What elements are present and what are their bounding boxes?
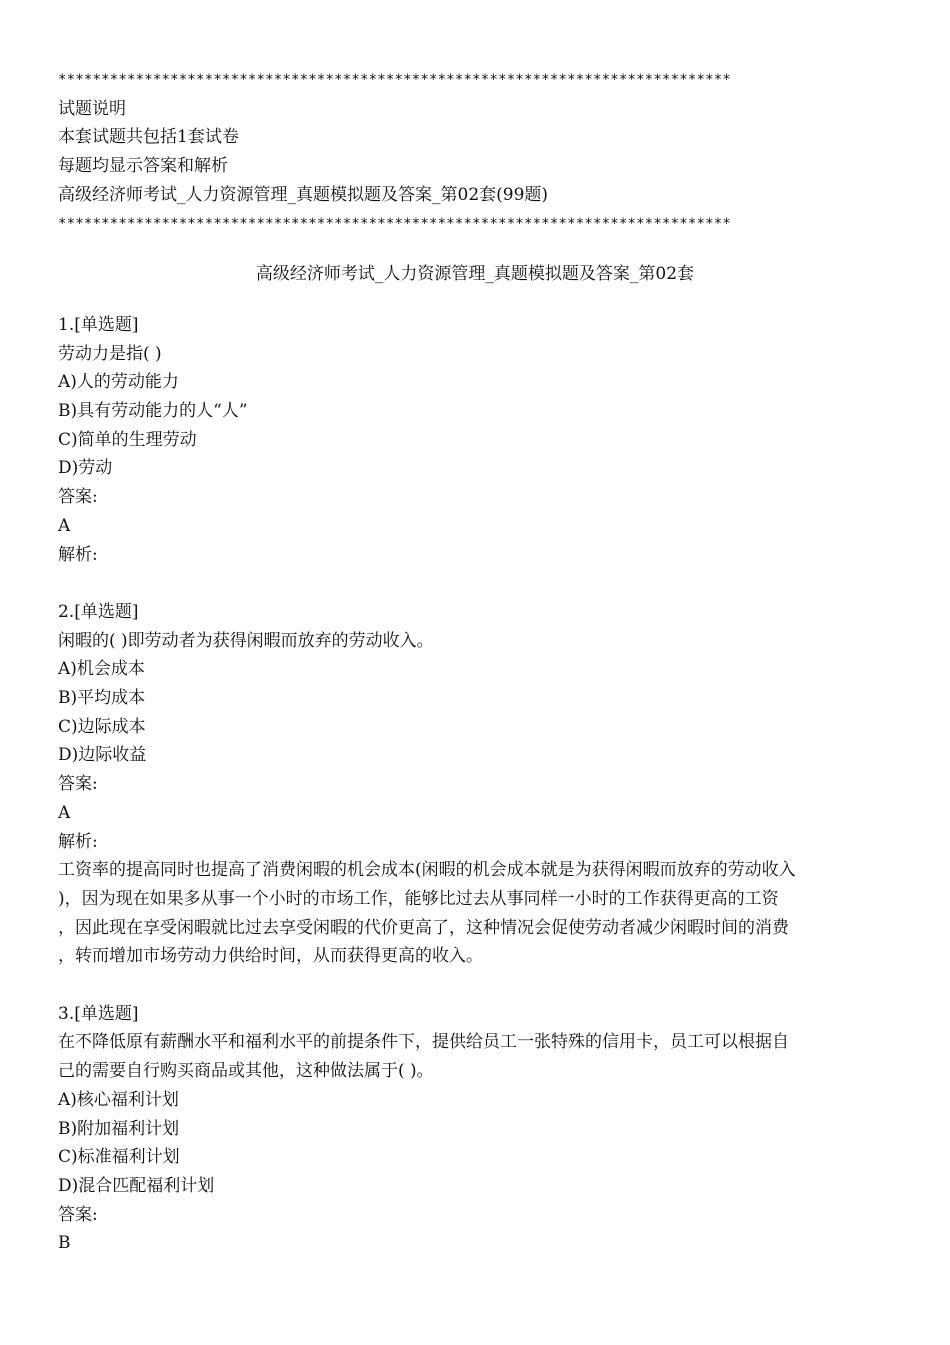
separator-top: ****************************************************************************** bbox=[58, 72, 732, 88]
question-stem: 劳动力是指( ) bbox=[58, 343, 162, 364]
question-stem-line-1: 在不降低原有薪酬水平和福利水平的前提条件下，提供给员工一张特殊的信用卡，员工可以根据自 bbox=[58, 1032, 789, 1053]
option-d: D)劳动 bbox=[58, 458, 113, 479]
separator-bottom: ****************************************************************************** bbox=[58, 215, 732, 232]
option-c: C)简单的生理劳动 bbox=[58, 429, 197, 450]
option-c: C)边际成本 bbox=[58, 716, 146, 737]
option-d: D)混合匹配福利计划 bbox=[58, 1175, 215, 1196]
option-a: A)机会成本 bbox=[58, 659, 145, 680]
question-number: 2.[单选题] bbox=[58, 601, 139, 622]
question-stem-line-2: 己的需要自行购买商品或其他，这种做法属于( )。 bbox=[58, 1061, 434, 1082]
analysis-label: 解析: bbox=[58, 831, 98, 852]
option-c: C)标准福利计划 bbox=[58, 1147, 180, 1168]
question-stem: 闲暇的( )即劳动者为获得闲暇而放弃的劳动收入。 bbox=[58, 630, 434, 651]
explanation-line-2: )，因为现在如果多从事一个小时的市场工作，能够比过去从事同样一小时的工作获得更高的工资 bbox=[58, 888, 779, 909]
option-a: A)人的劳动能力 bbox=[58, 372, 179, 393]
answer-value: B bbox=[58, 1233, 71, 1254]
intro-line-1: 本套试题共包括1套试卷 bbox=[58, 127, 239, 148]
option-b: B)附加福利计划 bbox=[58, 1118, 180, 1139]
analysis-label: 解析: bbox=[58, 544, 98, 565]
intro-title: 试题说明 bbox=[58, 98, 126, 119]
option-b: B)具有劳动能力的人“人” bbox=[58, 401, 248, 421]
question-number: 1.[单选题] bbox=[58, 314, 139, 335]
answer-label: 答案: bbox=[58, 774, 98, 795]
answer-value: A bbox=[58, 802, 71, 823]
intro-line-2: 每题均显示答案和解析 bbox=[58, 156, 228, 177]
question-2 bbox=[58, 598, 892, 971]
explanation-line-3: ，因此现在享受闲暇就比过去享受闲暇的代价更高了，这种情况会促使劳动者减少闲暇时间的消费 bbox=[58, 917, 789, 938]
question-3 bbox=[58, 1000, 892, 1258]
answer-value: A bbox=[58, 515, 71, 536]
option-a: A)核心福利计划 bbox=[58, 1089, 179, 1110]
option-b: B)平均成本 bbox=[58, 688, 146, 709]
explanation-line-4: ，转而增加市场劳动力供给时间，从而获得更高的收入。 bbox=[58, 946, 483, 967]
question-1 bbox=[58, 311, 892, 569]
question-number: 3.[单选题] bbox=[58, 1003, 139, 1024]
document-title: 高级经济师考试_人力资源管理_真题模拟题及答案_第02套 bbox=[255, 264, 695, 285]
option-d: D)边际收益 bbox=[58, 745, 147, 766]
explanation-line-1: 工资率的提高同时也提高了消费闲暇的机会成本(闲暇的机会成本就是为获得闲暇而放弃的劳动收入 bbox=[58, 860, 796, 881]
answer-label: 答案: bbox=[58, 487, 98, 508]
answer-label: 答案: bbox=[58, 1204, 98, 1225]
intro-line-3: 高级经济师考试_人力资源管理_真题模拟题及答案_第02套(99题) bbox=[58, 184, 549, 205]
